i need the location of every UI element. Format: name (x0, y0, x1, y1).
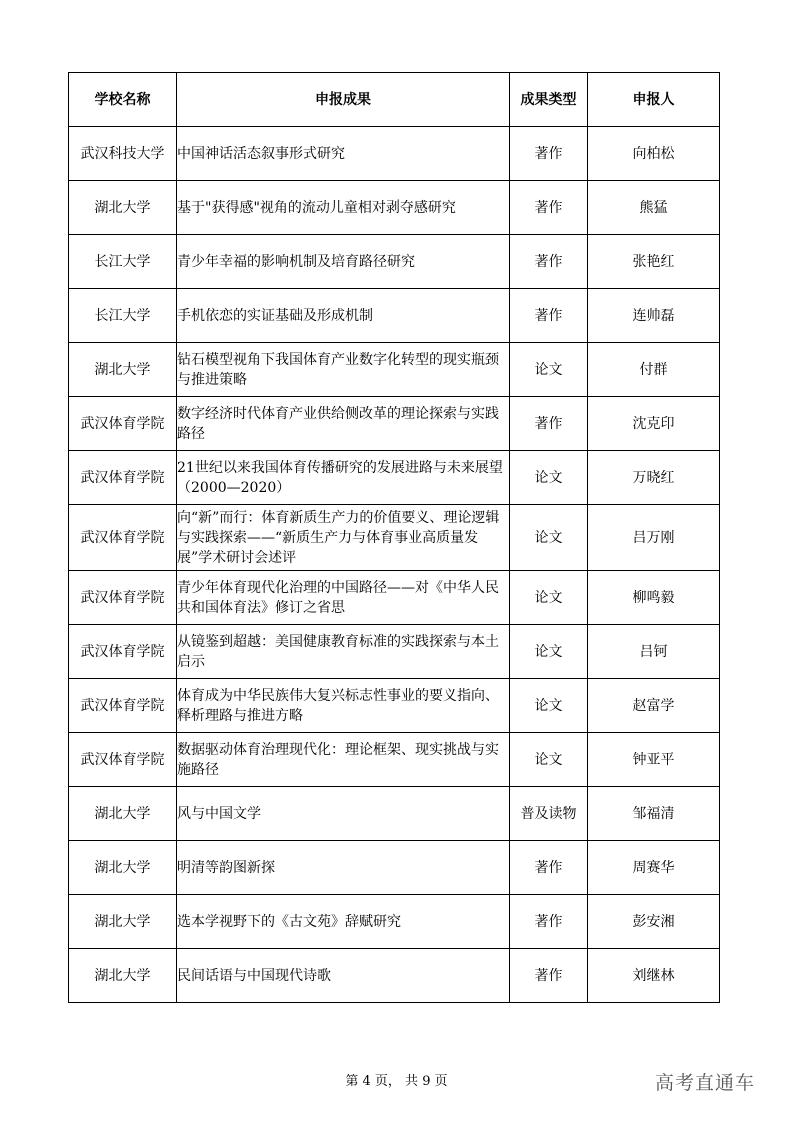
person-cell: 周赛华 (588, 841, 720, 895)
person-cell: 吕钶 (588, 625, 720, 679)
table-row (69, 787, 720, 841)
table-row (69, 397, 720, 451)
results-table (68, 72, 720, 1003)
table-row (69, 949, 720, 1003)
type-cell: 论文 (510, 505, 588, 571)
person-cell: 彭安湘 (588, 895, 720, 949)
person-cell: 向柏松 (588, 127, 720, 181)
type-cell: 论文 (510, 679, 588, 733)
title-cell: 明清等韵图新探 (177, 841, 510, 895)
title-cell: 钻石模型视角下我国体育产业数字化转型的现实瓶颈与推进策略 (177, 343, 510, 397)
school-cell: 长江大学 (69, 289, 177, 343)
type-cell: 论文 (510, 343, 588, 397)
person-cell: 连帅磊 (588, 289, 720, 343)
school-cell: 武汉体育学院 (69, 451, 177, 505)
header-school: 学校名称 (69, 73, 177, 127)
person-cell: 柳鸣毅 (588, 571, 720, 625)
school-cell: 湖北大学 (69, 895, 177, 949)
school-cell: 湖北大学 (69, 949, 177, 1003)
title-cell: 向“新”而行：体育新质生产力的价值要义、理论逻辑与实践探索——“新质生产力与体育事业高质量发展”学术研讨会述评 (177, 505, 510, 571)
person-cell: 钟亚平 (588, 733, 720, 787)
type-cell: 著作 (510, 841, 588, 895)
title-cell: 青少年幸福的影响机制及培育路径研究 (177, 235, 510, 289)
page-number: 第 4 页， 共 9 页 (345, 1074, 448, 1089)
school-cell: 武汉体育学院 (69, 679, 177, 733)
title-cell: 21世纪以来我国体育传播研究的发展进路与未来展望（2000—2020） (177, 451, 510, 505)
table-row (69, 679, 720, 733)
type-cell: 论文 (510, 451, 588, 505)
person-cell: 赵富学 (588, 679, 720, 733)
title-cell: 数字经济时代体育产业供给侧改革的理论探索与实践路径 (177, 397, 510, 451)
type-cell: 著作 (510, 289, 588, 343)
person-cell: 刘继林 (588, 949, 720, 1003)
type-cell: 著作 (510, 895, 588, 949)
title-cell: 中国神话活态叙事形式研究 (177, 127, 510, 181)
type-cell: 著作 (510, 397, 588, 451)
school-cell: 武汉体育学院 (69, 733, 177, 787)
header-type: 成果类型 (510, 73, 588, 127)
title-cell: 风与中国文学 (177, 787, 510, 841)
school-cell: 湖北大学 (69, 841, 177, 895)
person-cell: 吕万刚 (588, 505, 720, 571)
table-row (69, 181, 720, 235)
title-cell: 体育成为中华民族伟大复兴标志性事业的要义指向、释析理路与推进方略 (177, 679, 510, 733)
title-cell: 青少年体育现代化治理的中国路径——对《中华人民共和国体育法》修订之省思 (177, 571, 510, 625)
table-row (69, 625, 720, 679)
type-cell: 论文 (510, 625, 588, 679)
table-row (69, 841, 720, 895)
school-cell: 武汉体育学院 (69, 505, 177, 571)
person-cell: 熊猛 (588, 181, 720, 235)
type-cell: 著作 (510, 181, 588, 235)
header-person: 申报人 (588, 73, 720, 127)
table-row (69, 127, 720, 181)
person-cell: 张艳红 (588, 235, 720, 289)
table-row (69, 505, 720, 571)
school-cell: 湖北大学 (69, 787, 177, 841)
table-row (69, 343, 720, 397)
school-cell: 武汉科技大学 (69, 127, 177, 181)
person-cell: 沈克印 (588, 397, 720, 451)
table-header-row (69, 73, 720, 127)
type-cell: 论文 (510, 733, 588, 787)
header-title: 申报成果 (177, 73, 510, 127)
table-row (69, 289, 720, 343)
title-cell: 从镜鉴到超越：美国健康教育标准的实践探索与本土启示 (177, 625, 510, 679)
table-row (69, 895, 720, 949)
title-cell: 选本学视野下的《古文苑》辞赋研究 (177, 895, 510, 949)
type-cell: 著作 (510, 235, 588, 289)
type-cell: 普及读物 (510, 787, 588, 841)
table-row (69, 235, 720, 289)
title-cell: 基于"获得感"视角的流动儿童相对剥夺感研究 (177, 181, 510, 235)
school-cell: 武汉体育学院 (69, 571, 177, 625)
school-cell: 湖北大学 (69, 343, 177, 397)
table-row (69, 733, 720, 787)
person-cell: 万晓红 (588, 451, 720, 505)
title-cell: 手机依恋的实证基础及形成机制 (177, 289, 510, 343)
school-cell: 武汉体育学院 (69, 397, 177, 451)
type-cell: 著作 (510, 127, 588, 181)
watermark: 高考直通车 (655, 1072, 756, 1094)
table-row (69, 571, 720, 625)
title-cell: 数据驱动体育治理现代化：理论框架、现实挑战与实施路径 (177, 733, 510, 787)
type-cell: 著作 (510, 949, 588, 1003)
person-cell: 付群 (588, 343, 720, 397)
school-cell: 湖北大学 (69, 181, 177, 235)
type-cell: 论文 (510, 571, 588, 625)
school-cell: 长江大学 (69, 235, 177, 289)
school-cell: 武汉体育学院 (69, 625, 177, 679)
title-cell: 民间话语与中国现代诗歌 (177, 949, 510, 1003)
table-row (69, 451, 720, 505)
person-cell: 邹福清 (588, 787, 720, 841)
